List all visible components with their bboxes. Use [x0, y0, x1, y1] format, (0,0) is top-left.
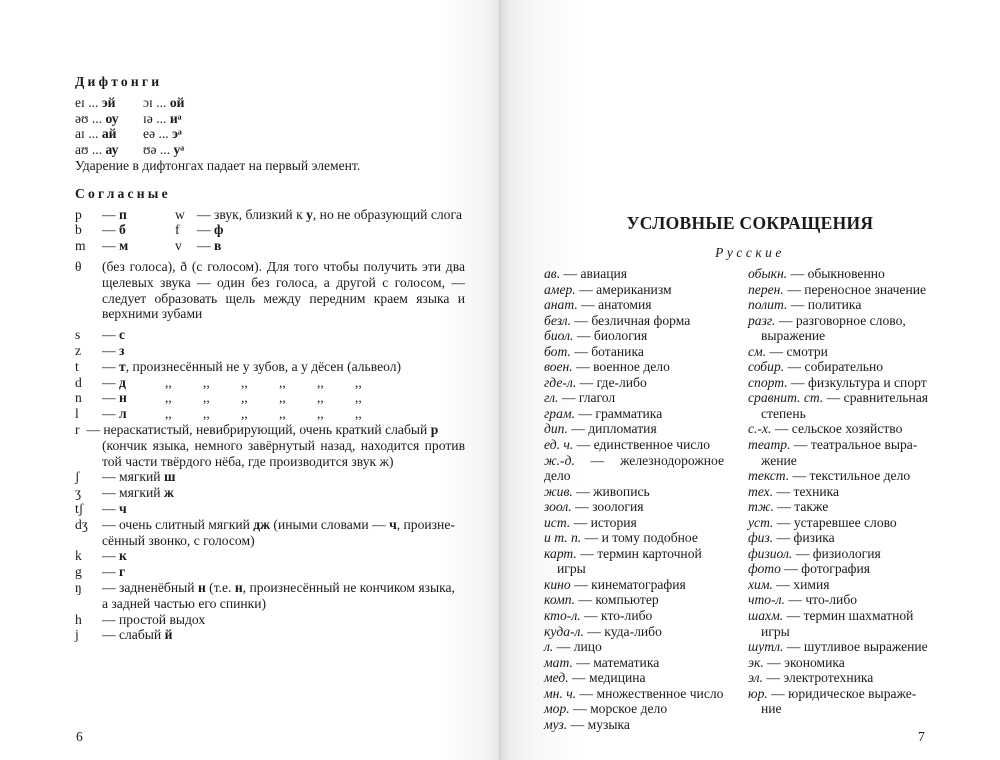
abbreviation: биол. [544, 328, 574, 344]
abbreviations-column-1 [544, 266, 724, 732]
diphthong-item: aʊ ... ау [75, 142, 119, 158]
abbreviation-definition: — анатомия [577, 297, 652, 313]
abbreviation-definition: — живопись [572, 483, 650, 499]
abbreviation-entry [544, 375, 724, 391]
abbreviation-entry [544, 484, 724, 500]
consonants-heading: Согласные [75, 185, 171, 201]
abbreviation: дип. [544, 421, 568, 437]
abbreviation-definition: — термин карточной [576, 545, 702, 561]
ditto-mark: ,, [203, 390, 210, 406]
abbreviation: шутл. [748, 639, 784, 655]
abbreviation: ист. [544, 514, 571, 530]
abbreviation: тж. [748, 499, 774, 515]
abbreviation-entry [544, 530, 724, 546]
abbreviation-definition: — электротехника [762, 670, 874, 686]
abbreviation-entry [544, 624, 724, 640]
abbreviation-definition: — смотри [766, 343, 828, 359]
abbreviation-definition: — что-либо [784, 592, 858, 608]
abbreviation-entry [544, 655, 724, 671]
abbreviation-entry: шахм. — термин шахматной игры [748, 608, 914, 639]
abbreviation-definition: — физкультура и спорт [787, 374, 927, 390]
abbreviations-subtitle: Русские [715, 245, 785, 260]
abbreviation-entry [544, 670, 724, 686]
abbreviation-definition: — безличная форма [570, 312, 691, 328]
diphthong-item: aɪ ... ай [75, 126, 117, 142]
abbreviation-entry [748, 561, 930, 577]
abbreviation: мн. ч. [544, 685, 577, 701]
abbreviations-title: УСЛОВНЫЕ СОКРАЩЕНИЯ [626, 213, 874, 233]
abbreviation: что-л. [748, 592, 785, 608]
abbreviation-entry [748, 359, 930, 375]
consonant-j: j — слабый й [75, 627, 173, 643]
abbreviation-entry [748, 266, 930, 282]
diphthong-item: eə ... эᵃ [143, 126, 182, 142]
abbreviation-entry [748, 297, 930, 313]
abbreviation-definition: — кинематография [570, 576, 686, 592]
diphthong-item: ɪə ... иᵃ [143, 110, 182, 126]
abbreviation: хим. [748, 576, 773, 592]
abbreviation-definition: — переносное значение [783, 281, 927, 297]
abbreviation: разг. [748, 312, 776, 328]
diphthong-item: ɔɪ ... ой [143, 94, 185, 110]
abbreviation-definition: — также [773, 499, 829, 515]
consonant-item: w — звук, близкий к у, но не образующий слога [175, 206, 463, 222]
ditto-mark: ,, [355, 406, 362, 422]
abbreviation-definition: — химия [772, 576, 830, 592]
abbreviation-definition: — военное дело [572, 359, 670, 375]
abbreviation-entry [544, 390, 724, 406]
abbreviation-entry [544, 359, 724, 375]
ditto-mark: ,, [279, 390, 286, 406]
ditto-mark: ,, [317, 390, 324, 406]
abbreviation: грам. [544, 405, 575, 421]
consonant-sh: ʃ — мягкий ш [75, 469, 176, 485]
abbreviation-entry [748, 282, 930, 298]
abbreviation: см. [748, 343, 767, 359]
abbreviation-entry: карт. — термин карточной игры [544, 545, 702, 577]
consonant-dzh: dʒ — очень слитный мягкий дж (иными словами — ч, произне- сённый звонко, с голосом) [75, 516, 455, 548]
abbreviation-definition: — экономика [763, 654, 845, 670]
ditto-mark: ,, [165, 374, 172, 390]
book-spine [499, 0, 501, 760]
abbreviation-entry [544, 344, 724, 360]
abbreviation-entry [544, 608, 724, 624]
abbreviation-definition: — шутливое выражение [783, 639, 928, 655]
abbreviation-entry [544, 453, 724, 484]
ditto-mark: ,, [317, 406, 324, 422]
ditto-mark: ,, [203, 374, 210, 390]
abbreviation-definition: — разговорное слово, [775, 312, 906, 328]
abbreviation-definition: — политика [787, 297, 862, 313]
abbreviation-entry [748, 655, 930, 671]
abbreviation: сравнит. ст. [748, 390, 824, 406]
abbreviation: где-л. [544, 374, 577, 390]
consonant-r: r — нераскатистый, невибрирующий, очень краткий слабый р (кончик языка, немного завёрнутый назад, находится против той части твёрдого нёба, где производится звук ж) [75, 421, 465, 469]
abbreviation-entry [544, 437, 724, 453]
abbreviation: карт. [544, 545, 577, 561]
abbreviation-definition: — зоология [571, 499, 644, 515]
abbreviation-definition: — глагол [558, 390, 616, 406]
consonant-l: l — л ,, ,, ,, ,, ,, ,, [75, 406, 465, 422]
abbreviation: воен. [544, 359, 573, 375]
abbreviation-entry [748, 577, 930, 593]
abbreviation-entry [544, 328, 724, 344]
abbreviation-entry [748, 670, 930, 686]
abbreviation-definition: — техника [773, 483, 840, 499]
abbreviation-entry [544, 515, 724, 531]
abbreviation-definition: — собирательно [784, 359, 884, 375]
ditto-mark: ,, [355, 390, 362, 406]
abbreviation: амер. [544, 281, 576, 297]
abbreviation: тех. [748, 483, 774, 499]
abbreviation-entry [748, 375, 930, 391]
consonant-item: b — б [75, 222, 126, 238]
abbreviation-definition: — музыка [567, 716, 630, 732]
abbreviation-entry [748, 639, 930, 655]
abbreviation: бот. [544, 343, 571, 359]
abbreviation: мед. [544, 670, 569, 686]
abbreviation: кто-л. [544, 608, 581, 624]
abbreviation: ав. [544, 266, 561, 281]
abbreviation: эл. [748, 670, 763, 686]
abbreviation: мат. [544, 654, 573, 670]
abbreviation-entry: юр. — юридическое выраже- ние [748, 685, 917, 717]
abbreviation-entry [544, 592, 724, 608]
ditto-mark: ,, [355, 374, 362, 390]
abbreviations-column-2 [748, 266, 930, 717]
ditto-mark: ,, [279, 406, 286, 422]
abbreviation-definition: — юридическое выраже- [767, 685, 917, 701]
abbreviation-definition: — куда-либо [583, 623, 662, 639]
abbreviation-entry [748, 515, 930, 531]
abbreviation: собир. [748, 359, 785, 375]
abbreviation-definition: — и тому подобное [581, 530, 698, 546]
ditto-mark: ,, [165, 406, 172, 422]
abbreviation-entry: сравнит. ст. — сравнительная степень [748, 390, 929, 421]
consonants-top-grid [75, 207, 465, 254]
consonant-zh: ʒ — мягкий ж [75, 485, 174, 501]
consonant-g: g — г [75, 564, 126, 580]
abbreviation-entry [544, 297, 724, 313]
abbreviation-entry [544, 406, 724, 422]
abbreviation: перен. [748, 281, 784, 297]
abbreviation: физ. [748, 530, 774, 546]
abbreviation: гл. [544, 390, 559, 406]
abbreviation: физиол. [748, 545, 793, 561]
abbreviation-entry [748, 592, 930, 608]
abbreviation-definition: — авиация [560, 266, 628, 281]
consonant-ng: ŋ — задненёбный н (т.е. н, произнесённый не кончиком языка, а задней частью его спинки) [75, 579, 455, 611]
abbreviation-definition: — устаревшее слово [773, 514, 897, 530]
abbreviation-entry [544, 421, 724, 437]
ditto-mark: ,, [203, 406, 210, 422]
consonant-d: d — д ,, ,, ,, ,, ,, ,, [75, 375, 465, 391]
abbreviation-definition: — морское дело [569, 701, 668, 717]
abbreviation: уст. [748, 514, 774, 530]
diphthong-item: eɪ ... эй [75, 94, 116, 110]
abbreviation-definition: — биология [573, 328, 648, 344]
abbreviation-definition: — математика [572, 654, 660, 670]
ditto-mark: ,, [317, 374, 324, 390]
abbreviation: кино [544, 576, 571, 592]
consonant-s: s — с [75, 327, 126, 343]
abbreviation: муз. [544, 716, 568, 732]
abbreviation-definition: — лицо [553, 639, 602, 655]
abbreviation-entry [544, 639, 724, 655]
consonant-item: m — м [75, 238, 129, 254]
consonant-item: f — ф [175, 222, 224, 238]
abbreviation-definition: — железнодорожное дело [544, 452, 724, 484]
abbreviation: жив. [544, 483, 573, 499]
abbreviation-entry [544, 313, 724, 329]
abbreviation-definition: — медицина [568, 670, 646, 686]
left-page-content [75, 74, 465, 643]
abbreviation-definition: — театральное выра- [790, 437, 918, 453]
abbreviation-definition: — ботаника [570, 343, 644, 359]
consonant-k: k — к [75, 548, 127, 564]
abbreviation-definition: — где-либо [576, 374, 647, 390]
ditto-mark: ,, [241, 390, 248, 406]
abbreviation: полит. [748, 297, 788, 313]
abbreviation-entry [748, 468, 930, 484]
abbreviation-entry [544, 499, 724, 515]
consonant-t: t — т, произнесённый не у зубов, а у дёсен (альвеол) [75, 358, 402, 374]
abbreviation-entry [544, 577, 724, 593]
abbreviation-definition: — дипломатия [567, 421, 657, 437]
diphthongs-note: Ударение в дифтонгах падает на первый элемент. [75, 157, 361, 173]
abbreviation: анат. [544, 297, 578, 313]
abbreviation-definition: — единственное число [573, 437, 710, 453]
abbreviation-entry [544, 266, 724, 282]
ditto-mark: ,, [241, 374, 248, 390]
abbreviation: комп. [544, 592, 575, 608]
abbreviation-entry [748, 546, 930, 562]
abbreviation: безл. [544, 312, 571, 328]
abbreviation: обыкн. [748, 266, 788, 281]
abbreviation: шахм. [748, 608, 784, 624]
abbreviation: зоол. [544, 499, 572, 515]
diphthong-item: əʊ ... оу [75, 110, 119, 126]
abbreviation-entry [544, 701, 724, 717]
consonant-item: p — п [75, 206, 127, 222]
abbreviation-entry [748, 530, 930, 546]
diphthongs-heading: Дифтонги [75, 74, 163, 89]
abbreviation-definition: — история [570, 514, 637, 530]
abbreviation-definition: — сельское хозяйство [771, 421, 903, 437]
abbreviation: и т. п. [544, 530, 582, 546]
consonant-h: h — простой выдох [75, 611, 206, 627]
abbreviation-definition: — физиология [792, 545, 881, 561]
abbreviation: юр. [748, 685, 768, 701]
abbreviation-entry [544, 717, 724, 733]
abbreviation: эк. [748, 654, 764, 670]
abbreviation-entry [748, 499, 930, 515]
abbreviation: с.-х. [748, 421, 772, 437]
diphthong-item: ʊə ... уᵃ [143, 142, 185, 158]
ditto-mark: ,, [165, 390, 172, 406]
abbreviation-definition: — компьютер [575, 592, 659, 608]
abbreviation-entry [748, 344, 930, 360]
abbreviation: ж.-д. [544, 452, 575, 468]
abbreviation-entry [748, 421, 930, 437]
abbreviation-definition: — грамматика [574, 405, 663, 421]
abbreviation-entry: разг. — разговорное слово, выражение [748, 312, 906, 344]
diphthongs-table [75, 95, 465, 158]
abbreviation-definition: — физика [773, 530, 835, 546]
abbreviation-definition: — текстильное дело [789, 468, 911, 484]
abbreviation: фото [748, 561, 781, 577]
abbreviation-definition: — фотография [780, 561, 871, 577]
abbreviation-definition: — множественное число [576, 685, 724, 701]
abbreviation-entry: театр. — театральное выра- жение [748, 437, 918, 468]
consonant-ch: tʃ — ч [75, 500, 127, 516]
abbreviation-entry [748, 484, 930, 500]
abbreviation-entry [544, 282, 724, 298]
ditto-mark: ,, [279, 374, 286, 390]
consonant-n: n — н ,, ,, ,, ,, ,, ,, [75, 390, 465, 406]
page-number-left: 6 [76, 729, 83, 744]
abbreviation: куда-л. [544, 623, 584, 639]
consonant-z: z — з [75, 342, 125, 358]
consonant-theta: θ (без голоса), ð (с голосом). Для того чтобы получить эти два щелевых звука — один без голоса, а другой с голосом, — следует образовать щель между передним краем языка и верхними зубами [75, 258, 465, 322]
page-number-right: 7 [918, 729, 925, 744]
abbreviation-definition: — термин шахматной [783, 608, 914, 624]
abbreviation: ед. ч. [544, 437, 574, 453]
abbreviation: спорт. [748, 374, 788, 390]
abbreviation: л. [544, 639, 554, 655]
abbreviation-definition: — обыкновенно [787, 266, 885, 281]
abbreviation-definition: — кто-либо [580, 608, 653, 624]
ditto-mark: ,, [241, 406, 248, 422]
consonant-item: v — в [175, 238, 222, 254]
abbreviation: текст. [748, 468, 790, 484]
abbreviation-entry [544, 686, 724, 702]
abbreviation-definition: — сравнительная [823, 390, 929, 406]
abbreviation: театр. [748, 437, 791, 453]
abbreviation: мор. [544, 701, 570, 717]
abbreviation-definition: — американизм [575, 281, 672, 297]
